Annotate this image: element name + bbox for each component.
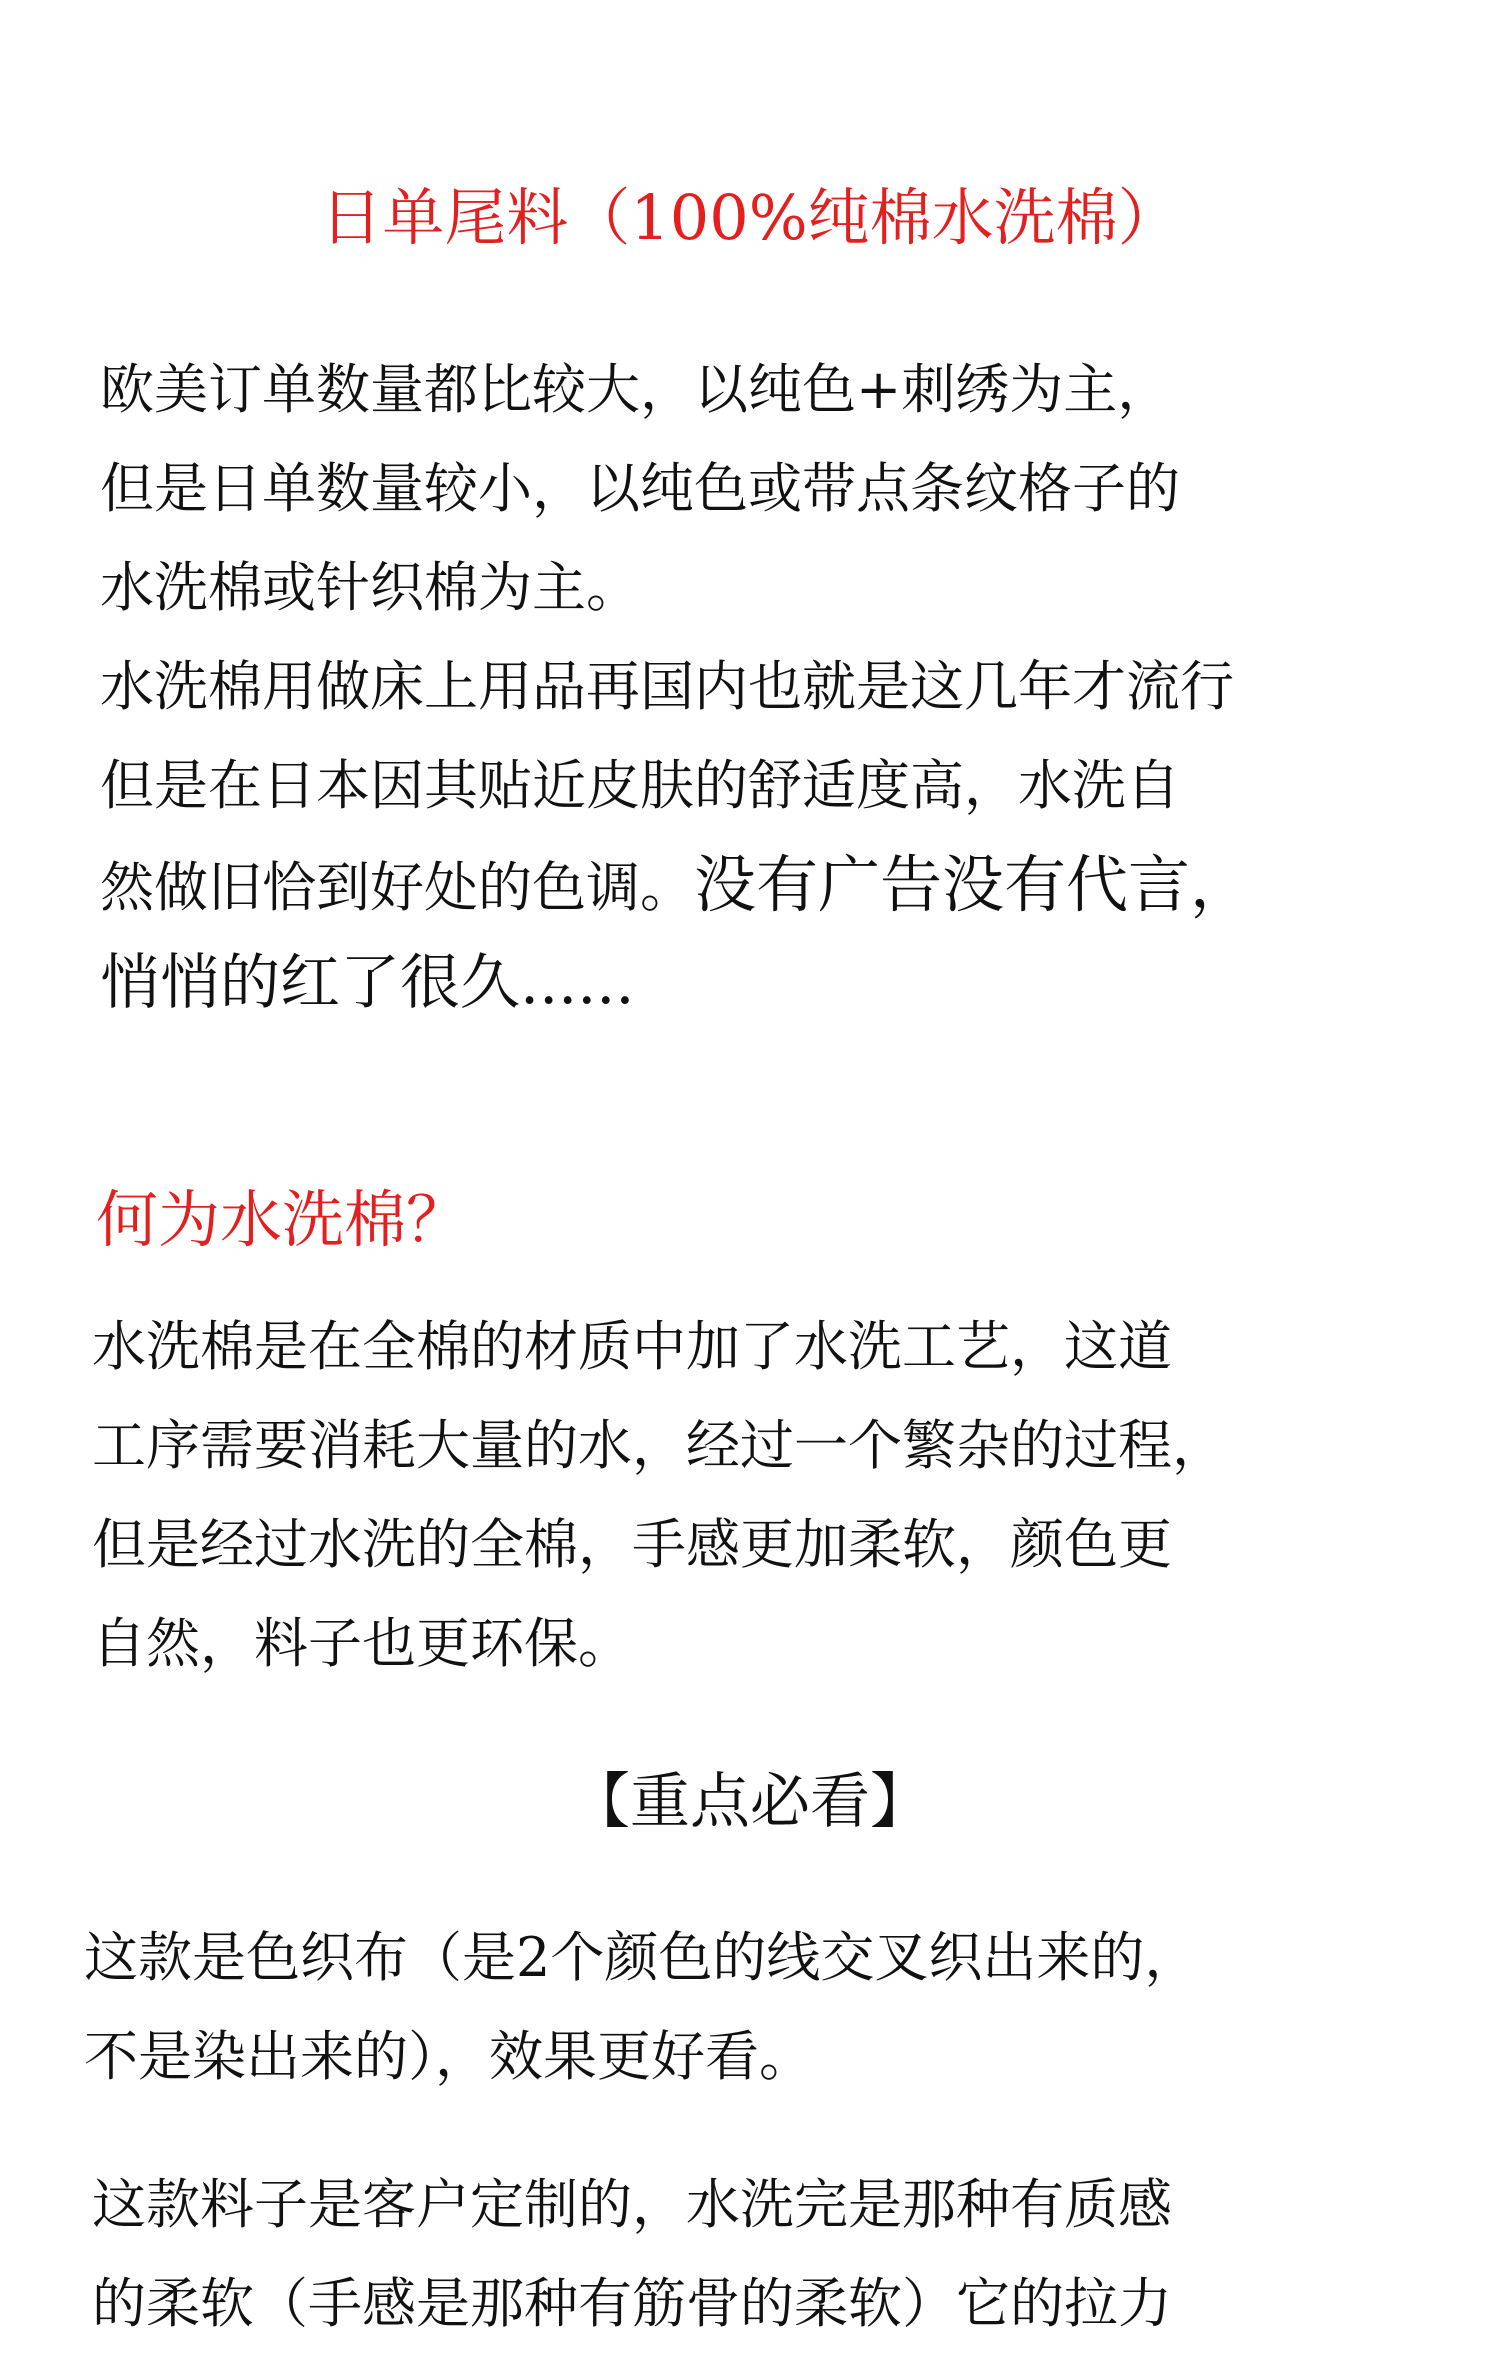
intro-paragraph (100, 340, 1252, 1033)
intro-line: 但是日单数量较小，以纯色或带点条纹格子的 (100, 457, 1180, 520)
intro-line: 但是在日本因其贴近皮肤的舒适度高，水洗自 (100, 754, 1180, 817)
note-line: 这款是色织布（是2个颜色的线交叉织出来的， (84, 1926, 1199, 1989)
intro-line: 欧美订单数量都比较大，以纯色+刺绣为主， (100, 358, 1172, 421)
section-line: 自然，料子也更环保。 (92, 1612, 632, 1675)
section-line: 但是经过水洗的全棉，手感更加柔软，颜色更 (92, 1513, 1172, 1576)
section-paragraph (92, 1297, 1226, 1693)
section-line: 水洗棉是在全棉的材质中加了水洗工艺，这道 (92, 1315, 1172, 1378)
intro-line-emphasis: 没有广告没有代言， (694, 848, 1253, 921)
emphasis-heading: 【重点必看】 (570, 1767, 930, 1837)
note-paragraph-1 (84, 1908, 1198, 2106)
intro-line-final: 悄悄的红了很久...... (100, 948, 635, 1018)
intro-line: 水洗棉用做床上用品再国内也就是这几年才流行 (100, 655, 1234, 718)
intro-line (100, 835, 1252, 934)
intro-line-text: 然做旧恰到好处的色调。 (100, 856, 694, 919)
intro-line: 水洗棉或针织棉为主。 (100, 556, 640, 619)
note-line: 这款料子是客户定制的，水洗完是那种有质感 (92, 2173, 1172, 2236)
note-paragraph-2 (92, 2155, 1172, 2353)
section-line: 工序需要消耗大量的水，经过一个繁杂的过程， (92, 1414, 1226, 1477)
note-line: 不是染出来的），效果更好看。 (84, 2025, 813, 2088)
note-line: 的柔软（手感是那种有筋骨的柔软）它的拉力 (92, 2272, 1172, 2335)
page-title: 日单尾料（100%纯棉水洗棉） (320, 181, 1180, 254)
section-heading: 何为水洗棉？ (96, 1183, 469, 1256)
